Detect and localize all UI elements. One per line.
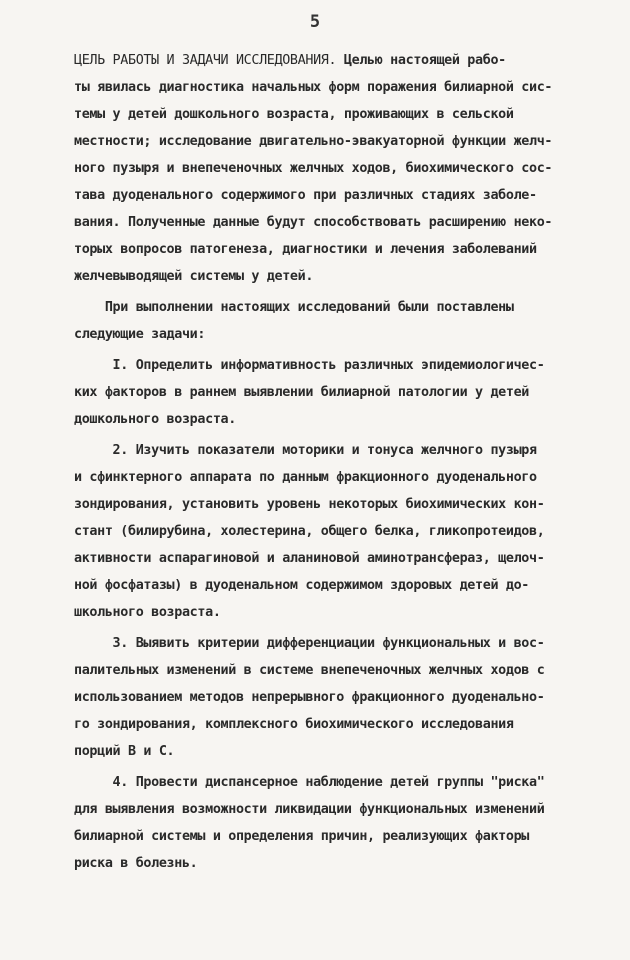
text-line: ного пузыря и внепеченочных желчных ходов, биохимического сос- <box>74 161 553 176</box>
text-line: и сфинктерного аппарата по данным фракционного дуоденального <box>74 470 537 485</box>
text-line: школьного возраста. <box>74 605 221 620</box>
page-number: 5 <box>309 12 321 32</box>
task-item-4 <box>74 769 606 877</box>
text-line: палительных изменений в системе внепеченочных желчных ходов с <box>74 663 545 678</box>
text-line: риска в болезнь. <box>74 856 198 871</box>
text-line: 3. Выявить критерии дифференциации функциональных и вос- <box>74 636 545 651</box>
section-heading: ЦЕЛЬ РАБОТЫ И ЗАДАЧИ ИССЛЕДОВАНИЯ. <box>74 53 337 68</box>
intro-paragraph <box>74 47 606 290</box>
intro-line-1 <box>74 47 606 74</box>
text-line: для выявления возможности ликвидации функциональных изменений <box>74 802 545 817</box>
task-item-3 <box>74 630 606 765</box>
task-item-2 <box>74 437 606 626</box>
document-body <box>74 47 606 877</box>
text-line: При выполнении настоящих исследований были поставлены <box>74 300 514 315</box>
text-line: билиарной системы и определения причин, реализующих факторы <box>74 829 529 844</box>
text-line: активности аспарагиновой и аланиновой аминотрансфераз, щелоч- <box>74 551 545 566</box>
intro-line-1-text: Целью настоящей рабо- <box>336 53 506 68</box>
text-line: ной фосфатазы) в дуоденальном содержимом здоровых детей до- <box>74 578 529 593</box>
text-line: местности; исследование двигательно-эвакуаторной функции желч- <box>74 134 553 149</box>
text-line: торых вопросов патогенеза, диагностики и лечения заболеваний <box>74 242 537 257</box>
text-line: 2. Изучить показатели моторики и тонуса желчного пузыря <box>74 443 537 458</box>
text-line: дошкольного возраста. <box>74 412 236 427</box>
text-line: ты явилась диагностика начальных форм поражения билиарной сис- <box>74 80 553 95</box>
text-line: следующие задачи: <box>74 327 206 342</box>
text-line: стант (билирубина, холестерина, общего белка, гликопротеидов, <box>74 524 545 539</box>
text-line: тава дуоденального содержимого при различных стадиях заболе- <box>74 188 537 203</box>
task-item-1 <box>74 352 606 433</box>
text-line: зондирования, установить уровень некоторых биохимических кон- <box>74 497 545 512</box>
text-line: использованием методов непрерывного фракционного дуоденально- <box>74 690 545 705</box>
text-line: го зондирования, комплексного биохимического исследования <box>74 717 514 732</box>
text-line: вания. Полученные данные будут способствовать расширению неко- <box>74 215 553 230</box>
tasks-intro-paragraph <box>74 294 606 348</box>
text-line: темы у детей дошкольного возраста, проживающих в сельской <box>74 107 514 122</box>
text-line: 4. Провести диспансерное наблюдение детей группы "риска" <box>74 775 545 790</box>
text-line: желчевыводящей системы у детей. <box>74 269 314 284</box>
text-line: ких факторов в раннем выявлении билиарной патологии у детей <box>74 385 529 400</box>
text-line: порций В и С. <box>74 744 175 759</box>
text-line: I. Определить информативность различных эпидемиологичес- <box>74 358 545 373</box>
